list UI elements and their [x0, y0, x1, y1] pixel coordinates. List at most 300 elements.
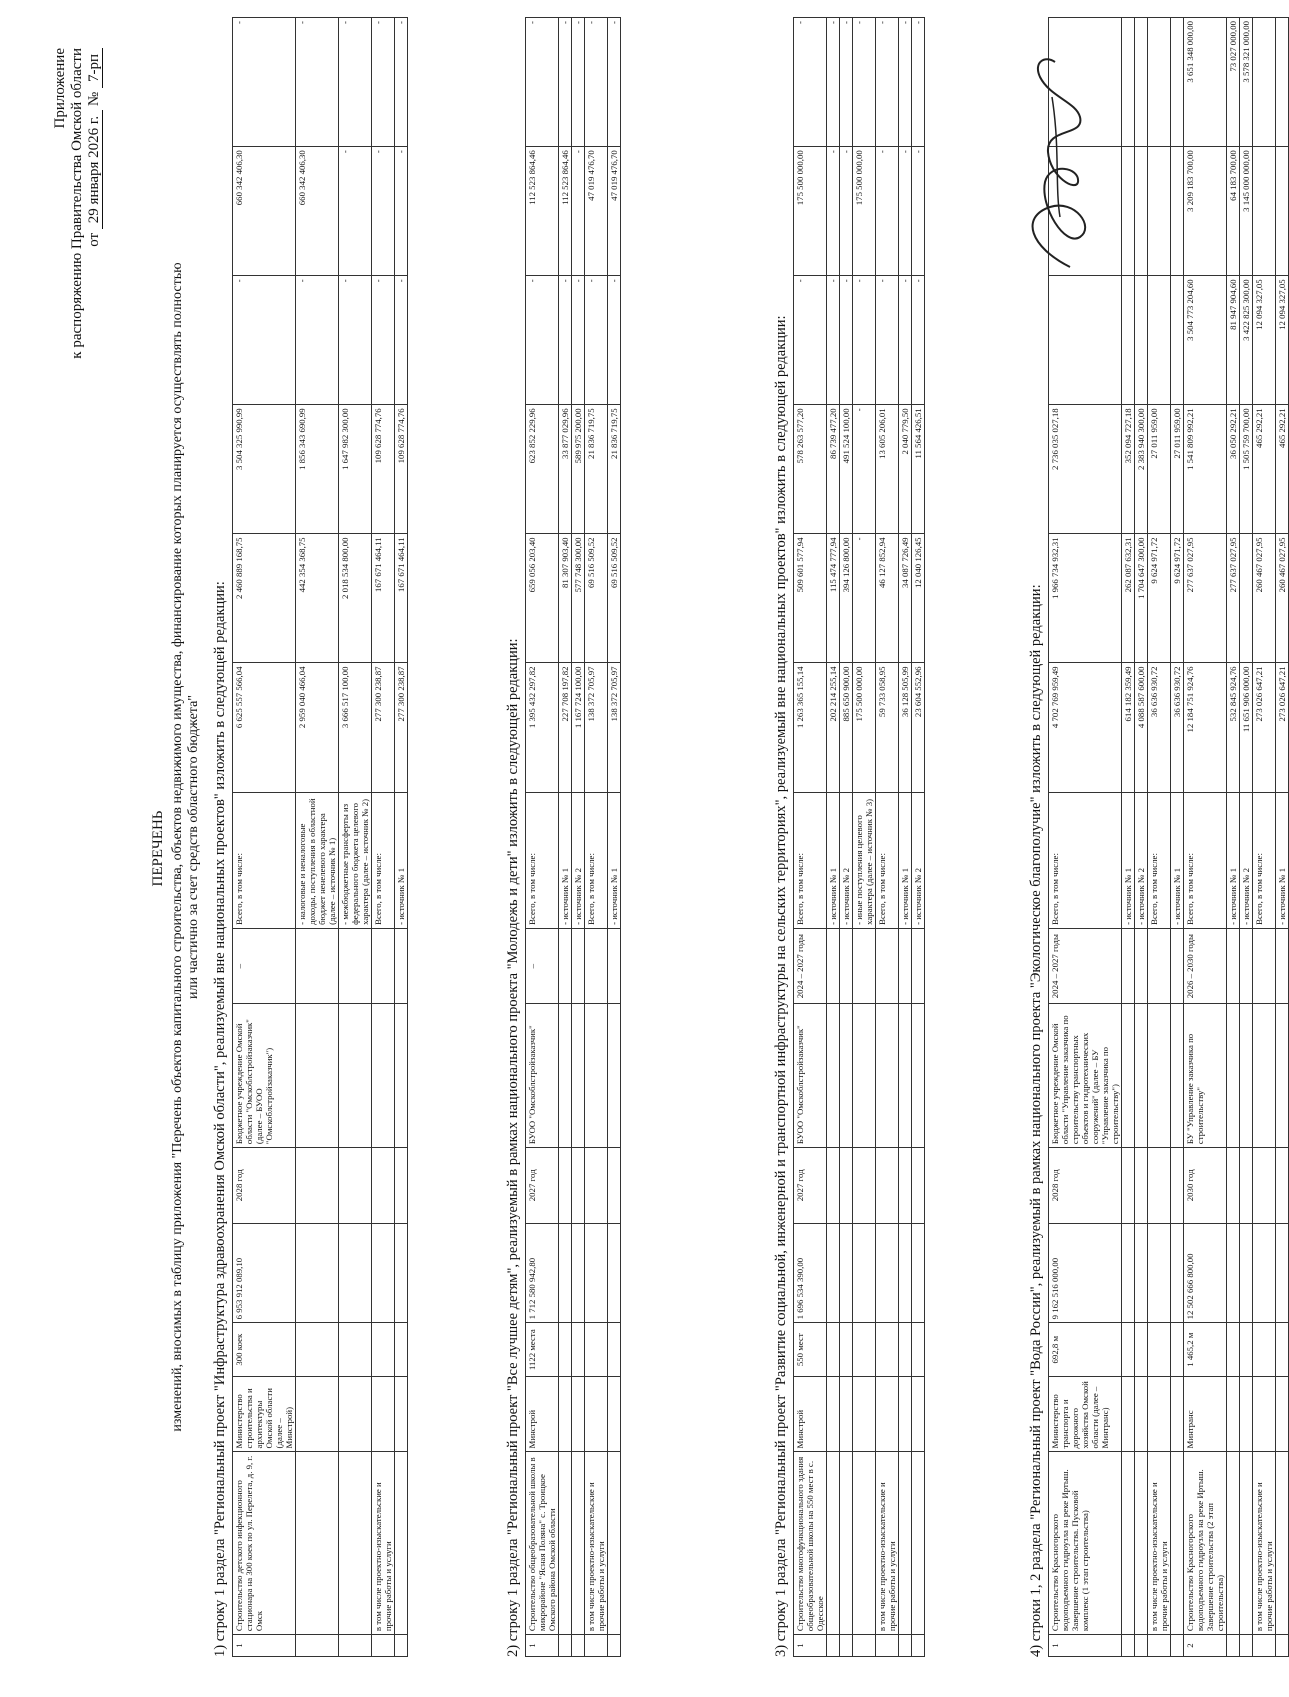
table-cell [899, 1223, 912, 1323]
table-cell [1122, 1635, 1135, 1657]
table-cell: - [912, 147, 925, 276]
table-cell: - источник № 1 [395, 792, 408, 928]
table-cell [296, 928, 339, 1003]
table-cell [899, 1148, 912, 1223]
table-row [608, 18, 621, 1657]
table-cell [1276, 1452, 1289, 1635]
table-cell [1171, 1223, 1184, 1323]
table-cell [1240, 1223, 1253, 1323]
table-cell [853, 1452, 876, 1635]
table-cell [876, 1323, 899, 1377]
table-cell: - [395, 276, 408, 405]
table-cell [1171, 1376, 1184, 1451]
table-row [1253, 18, 1276, 1657]
table-cell [339, 1635, 372, 1657]
table-cell [1171, 147, 1184, 276]
table-cell [1135, 1004, 1148, 1148]
table-cell: - [585, 18, 608, 147]
appendix-decree-line: к распоряжению Правительства Омской области [69, 48, 85, 359]
table-cell: 2027 год [794, 1148, 827, 1223]
table-cell: 2 [1184, 1635, 1227, 1657]
table-cell [1227, 1635, 1240, 1657]
table-cell [296, 1004, 339, 1148]
table-cell [1135, 1223, 1148, 1323]
table-cell: 260 467 027,95 [1253, 534, 1276, 663]
table-cell: 47 019 476,70 [608, 147, 621, 276]
table-cell [372, 1004, 395, 1148]
table-cell: 21 836 719,75 [608, 405, 621, 534]
table-cell [1148, 928, 1171, 1003]
table-cell [372, 928, 395, 1003]
table-cell [585, 1376, 608, 1451]
table-cell: 273 026 647,21 [1276, 663, 1289, 792]
table-cell: - [827, 276, 840, 405]
table-cell: 577 748 300,00 [572, 534, 585, 663]
table-cell: - [339, 147, 372, 276]
table-cell: 6 953 912 089,10 [233, 1223, 296, 1323]
table-cell [1253, 1635, 1276, 1657]
table-cell: 4 702 769 959,49 [1049, 663, 1122, 792]
table-cell: - [840, 18, 853, 147]
table-cell: 2 959 040 466,04 [296, 663, 339, 792]
table-cell [1276, 928, 1289, 1003]
table-cell [853, 928, 876, 1003]
table-cell [395, 1452, 408, 1635]
table-row [1276, 18, 1289, 1657]
table-cell [585, 1635, 608, 1657]
table-cell: - [233, 18, 296, 147]
table-cell [1171, 1635, 1184, 1657]
table-cell: - источник № 2 [572, 792, 585, 928]
appendix-date-line [86, 48, 103, 359]
table-cell [1253, 1148, 1276, 1223]
table-cell: Всего, в том числе: [526, 792, 559, 928]
table-cell [572, 1323, 585, 1377]
table-cell [1122, 1004, 1135, 1148]
table-cell [395, 1635, 408, 1657]
table-cell: 1 505 759 700,00 [1240, 405, 1253, 534]
table-cell: 109 628 774,76 [395, 405, 408, 534]
table-cell: Минтранс [1184, 1376, 1227, 1451]
table-cell: - [585, 276, 608, 405]
table-cell: 1 395 432 297,82 [526, 663, 559, 792]
table-cell: 9 624 971,72 [1171, 534, 1184, 663]
table-cell [912, 1323, 925, 1377]
table-cell: - [526, 276, 559, 405]
table-cell: – [526, 928, 559, 1003]
table-cell: в том числе проектно-изыскательские и прочие работы и услуги [585, 1452, 608, 1635]
table-cell [827, 1323, 840, 1377]
table-cell: 2 460 889 168,75 [233, 534, 296, 663]
table-cell [899, 1452, 912, 1635]
table-cell: 109 628 774,76 [372, 405, 395, 534]
table-cell [559, 1452, 572, 1635]
table-cell: 27 011 959,00 [1171, 405, 1184, 534]
page-title: ПЕРЕЧЕНЬ [150, 810, 166, 887]
table-cell [912, 928, 925, 1003]
table-row [794, 18, 827, 1657]
table-cell: 175 500 000,00 [853, 663, 876, 792]
table-cell: Строительство Красногорского водоподъемного гидроузла на реке Иртыш. Завершение строительства (2 этап строительства) [1184, 1452, 1227, 1635]
table-cell [827, 1635, 840, 1657]
table-cell: - источник № 2 [1240, 792, 1253, 928]
table-cell: 491 524 100,00 [840, 405, 853, 534]
table-cell [1171, 18, 1184, 147]
table-cell [1135, 1452, 1148, 1635]
table-cell [827, 1004, 840, 1148]
table-cell [1122, 1323, 1135, 1377]
table-cell: 36 128 505,99 [899, 663, 912, 792]
table-cell [827, 928, 840, 1003]
table-cell [827, 1452, 840, 1635]
table-cell: 115 474 777,94 [827, 534, 840, 663]
table-row [853, 18, 876, 1657]
table-cell: 138 372 705,97 [608, 663, 621, 792]
table-cell: 13 605 206,01 [876, 405, 899, 534]
table-cell: - источник № 1 [608, 792, 621, 928]
table-cell [559, 1004, 572, 1148]
table-cell [559, 1323, 572, 1377]
table-cell [1276, 18, 1289, 147]
table-cell [572, 1376, 585, 1451]
table-cell [853, 1376, 876, 1451]
table-cell: 2024 – 2027 годы [1049, 928, 1122, 1003]
table-cell: 300 коек [233, 1323, 296, 1377]
table-cell: - источник № 1 [559, 792, 572, 928]
table-cell: Всего, в том числе: [585, 792, 608, 928]
table-cell: 394 126 800,00 [840, 534, 853, 663]
table-cell [1122, 18, 1135, 147]
table-cell: 12 184 751 924,76 [1184, 663, 1227, 792]
table-cell: - [827, 18, 840, 147]
table-cell: Всего, в том числе: [876, 792, 899, 928]
table-cell [853, 1223, 876, 1323]
table-cell [840, 1635, 853, 1657]
table-cell: - [840, 276, 853, 405]
table-cell: Бюджетное учреждение Омской области "Управление заказчика по строительству транспортных объектов и гидротехнических сооружений" (далее – БУ "Управление заказчика по строительству") [1049, 1004, 1122, 1148]
table-cell [559, 1148, 572, 1223]
table-cell: - [876, 276, 899, 405]
table-cell: - [794, 18, 827, 147]
table-row [1122, 18, 1135, 1657]
table-cell [1135, 1635, 1148, 1657]
table-cell [876, 1376, 899, 1451]
table-cell: 175 500 000,00 [794, 147, 827, 276]
table-cell [1171, 276, 1184, 405]
table-cell: 21 836 719,75 [585, 405, 608, 534]
table-cell: - источник № 1 [1227, 792, 1240, 928]
table-row [1184, 18, 1227, 1657]
table-cell [1148, 276, 1171, 405]
table-cell: - [899, 276, 912, 405]
section-table-3 [793, 17, 925, 1657]
table-cell [1122, 1148, 1135, 1223]
table-cell: - [899, 147, 912, 276]
table-cell: 86 739 477,20 [827, 405, 840, 534]
table-cell [1148, 1148, 1171, 1223]
table-cell: 6 625 557 566,04 [233, 663, 296, 792]
table-cell [372, 1148, 395, 1223]
table-cell: 2030 год [1184, 1148, 1227, 1223]
table-cell: - [853, 405, 876, 534]
table-cell [876, 1004, 899, 1148]
table-cell: БУ "Управление заказчика по строительству" [1184, 1004, 1227, 1148]
table-cell: 69 516 509,52 [585, 534, 608, 663]
table-cell: Всего, в том числе: [233, 792, 296, 928]
table-cell [853, 1323, 876, 1377]
table-cell: - источник № 2 [1135, 792, 1148, 928]
table-cell [1148, 1004, 1171, 1148]
table-cell: - источник № 1 [1122, 792, 1135, 928]
table-cell: Минстрой [794, 1376, 827, 1451]
table-cell [876, 1148, 899, 1223]
table-cell: - источник № 2 [912, 792, 925, 928]
table-cell: 167 671 464,11 [395, 534, 408, 663]
table-cell [296, 1376, 339, 1451]
table-cell: - источник № 1 [1276, 792, 1289, 928]
table-cell [585, 1223, 608, 1323]
table-cell [899, 1376, 912, 1451]
table-cell: 81 307 903,40 [559, 534, 572, 663]
table-cell [1135, 276, 1148, 405]
table-cell: 532 845 924,76 [1227, 663, 1240, 792]
table-cell: 1 712 580 942,80 [526, 1223, 559, 1323]
appendix-block [52, 48, 103, 359]
table-cell [1135, 1323, 1148, 1377]
table-cell [1276, 1376, 1289, 1451]
table-cell [1227, 1004, 1240, 1148]
table-cell [559, 1376, 572, 1451]
table-cell [339, 1323, 372, 1377]
table-cell: 73 027 000,00 [1227, 18, 1240, 147]
table-cell: 81 947 904,60 [1227, 276, 1240, 405]
table-cell [1276, 1223, 1289, 1323]
table-cell: 1 696 534 390,00 [794, 1223, 827, 1323]
table-cell [899, 1635, 912, 1657]
table-cell: - [395, 18, 408, 147]
table-cell [1240, 1004, 1253, 1148]
table-row [526, 18, 559, 1657]
table-cell: 227 708 197,82 [559, 663, 572, 792]
table-cell [1148, 18, 1171, 147]
table-row [1171, 18, 1184, 1657]
table-cell [853, 1635, 876, 1657]
table-cell: 64 183 700,00 [1227, 147, 1240, 276]
table-cell: - иные поступления целевого характера (далее – источник № 3) [853, 792, 876, 928]
table-cell: 2026 – 2030 годы [1184, 928, 1227, 1003]
table-row [1135, 18, 1148, 1657]
table-cell [827, 1223, 840, 1323]
table-cell: - [608, 276, 621, 405]
table-cell: – [233, 928, 296, 1003]
table-cell: БУОО "Омскоблстройзаказчик" [794, 1004, 827, 1148]
table-cell: 36 636 930,72 [1171, 663, 1184, 792]
table-cell: Строительство детского инфекционного стационара на 300 коек по ул. Перелета, д. 9, г. Омск [233, 1452, 296, 1635]
table-cell [1227, 1376, 1240, 1451]
table-cell: 202 214 255,14 [827, 663, 840, 792]
table-cell [395, 928, 408, 1003]
table-cell [840, 1376, 853, 1451]
table-cell [912, 1376, 925, 1451]
table-cell [1240, 1452, 1253, 1635]
table-cell [1122, 1452, 1135, 1635]
table-cell [339, 1004, 372, 1148]
table-cell [1253, 1376, 1276, 1451]
table-cell: 885 650 900,00 [840, 663, 853, 792]
table-cell [372, 1323, 395, 1377]
table-cell: 12 502 666 800,00 [1184, 1223, 1227, 1323]
table-cell [608, 1004, 621, 1148]
table-cell: 27 011 959,00 [1148, 405, 1171, 534]
table-cell: 3 666 517 100,00 [339, 663, 372, 792]
table-cell: 112 523 864,46 [526, 147, 559, 276]
table-cell [1276, 147, 1289, 276]
table-cell [1253, 1323, 1276, 1377]
table-cell: 2024 – 2027 годы [794, 928, 827, 1003]
table-cell [1122, 928, 1135, 1003]
table-cell [1135, 1148, 1148, 1223]
table-cell: 112 523 864,46 [559, 147, 572, 276]
table-cell: 59 733 058,95 [876, 663, 899, 792]
table-cell [395, 1004, 408, 1148]
appendix-from: от [86, 232, 102, 247]
table-cell [1135, 928, 1148, 1003]
table-cell [608, 1376, 621, 1451]
table-cell: 1 [794, 1635, 827, 1657]
table-cell [840, 1323, 853, 1377]
table-cell: в том числе проектно-изыскательские и прочие работы и услуги [372, 1452, 395, 1635]
table-cell [876, 1635, 899, 1657]
table-cell [840, 1148, 853, 1223]
table-cell [1240, 1148, 1253, 1223]
table-cell [912, 1004, 925, 1148]
table-cell [572, 1635, 585, 1657]
table-cell: Строительство общеобразовательной школы в микрорайоне "Ясная Поляна" с. Троицкое Омского района Омской области [526, 1452, 559, 1635]
table-cell: - [339, 18, 372, 147]
section-heading-4: 4) строки 1, 2 раздела "Региональный проект "Вода России", реализуемый в рамках национального проекта "Экологическое благополучие" изложить в следующей редакции: [1028, 584, 1044, 1657]
table-cell [840, 1452, 853, 1635]
table-cell [608, 1323, 621, 1377]
table-cell: 660 342 406,30 [233, 147, 296, 276]
table-cell: 2027 год [526, 1148, 559, 1223]
table-cell: в том числе проектно-изыскательские и прочие работы и услуги [876, 1452, 899, 1635]
table-cell [876, 928, 899, 1003]
table-cell: 277 637 027,95 [1184, 534, 1227, 663]
table-cell [1227, 1323, 1240, 1377]
table-cell [853, 1004, 876, 1148]
table-cell: 69 516 509,52 [608, 534, 621, 663]
table-cell: - [233, 276, 296, 405]
table-row [1148, 18, 1171, 1657]
table-cell: 352 094 727,18 [1122, 405, 1135, 534]
table-cell: - [899, 18, 912, 147]
table-cell [899, 928, 912, 1003]
table-cell [1253, 1223, 1276, 1323]
table-cell [1240, 1376, 1253, 1451]
table-cell: 2 383 940 300,00 [1135, 405, 1148, 534]
table-cell [1171, 1323, 1184, 1377]
table-cell: Всего, в том числе: [1049, 792, 1122, 928]
table-cell: - [912, 18, 925, 147]
table-cell: 659 056 203,40 [526, 534, 559, 663]
table-cell [899, 1004, 912, 1148]
table-cell: в том числе проектно-изыскательские и прочие работы и услуги [1148, 1452, 1171, 1635]
table-cell [296, 1635, 339, 1657]
table-cell: 23 604 552,96 [912, 663, 925, 792]
table-cell [1171, 1004, 1184, 1148]
table-cell [1276, 1635, 1289, 1657]
table-cell: Всего, в том числе: [1184, 792, 1227, 928]
table-cell [1122, 276, 1135, 405]
table-cell: - источник № 1 [827, 792, 840, 928]
table-cell: - [827, 147, 840, 276]
appendix-label: Приложение [52, 48, 68, 129]
table-cell [572, 1004, 585, 1148]
table-cell: 1 167 724 100,00 [572, 663, 585, 792]
table-cell: 623 852 229,96 [526, 405, 559, 534]
table-row [840, 18, 853, 1657]
table-cell [608, 1635, 621, 1657]
table-cell: 692,8 м [1049, 1323, 1122, 1377]
table-cell [339, 1376, 372, 1451]
table-cell [559, 1635, 572, 1657]
table-cell: - [526, 18, 559, 147]
table-cell [1276, 1004, 1289, 1148]
table-row [876, 18, 899, 1657]
table-cell [1227, 1148, 1240, 1223]
table-cell: 3 209 183 700,00 [1184, 147, 1227, 276]
table-cell: 1 966 734 932,31 [1049, 534, 1122, 663]
table-cell: - [372, 18, 395, 147]
table-cell [1148, 147, 1171, 276]
table-cell: 3 651 348 000,00 [1184, 18, 1227, 147]
table-cell: - [339, 276, 372, 405]
table-cell: 465 292,21 [1253, 405, 1276, 534]
table-cell [1253, 147, 1276, 276]
table-cell [372, 1376, 395, 1451]
table-row [395, 18, 408, 1657]
table-row [572, 18, 585, 1657]
table-cell: 273 026 647,21 [1253, 663, 1276, 792]
table-cell [1122, 147, 1135, 276]
table-cell: Всего, в том числе: [1148, 792, 1171, 928]
table-cell: 34 087 726,49 [899, 534, 912, 663]
table-cell: Минстрой [526, 1376, 559, 1451]
table-cell: - [296, 276, 339, 405]
table-cell [395, 1223, 408, 1323]
table-cell: 277 637 027,95 [1227, 534, 1240, 663]
table-cell [296, 1148, 339, 1223]
table-cell [827, 1376, 840, 1451]
table-cell: - [572, 276, 585, 405]
table-cell [840, 928, 853, 1003]
table-cell: 3 422 825 300,00 [1240, 276, 1253, 405]
table-cell: 11 564 426,51 [912, 405, 925, 534]
table-cell: Всего, в том числе: [1253, 792, 1276, 928]
table-cell: - [372, 147, 395, 276]
table-cell [1276, 1323, 1289, 1377]
section-heading-1: 1) строку 1 раздела "Региональный проект "Инфраструктура здравоохранения Омской области", реализуемый вне национальных проектов" изложить в следующей редакции: [212, 581, 228, 1657]
table-cell [572, 1148, 585, 1223]
table-cell [1253, 18, 1276, 147]
table-cell [1148, 1223, 1171, 1323]
table-cell: 175 500 000,00 [853, 147, 876, 276]
table-cell [912, 1452, 925, 1635]
table-cell: 260 467 027,95 [1276, 534, 1289, 663]
appendix-date: 29 января 2026 г. [86, 110, 103, 229]
table-cell [372, 1635, 395, 1657]
table-cell [1135, 1376, 1148, 1451]
